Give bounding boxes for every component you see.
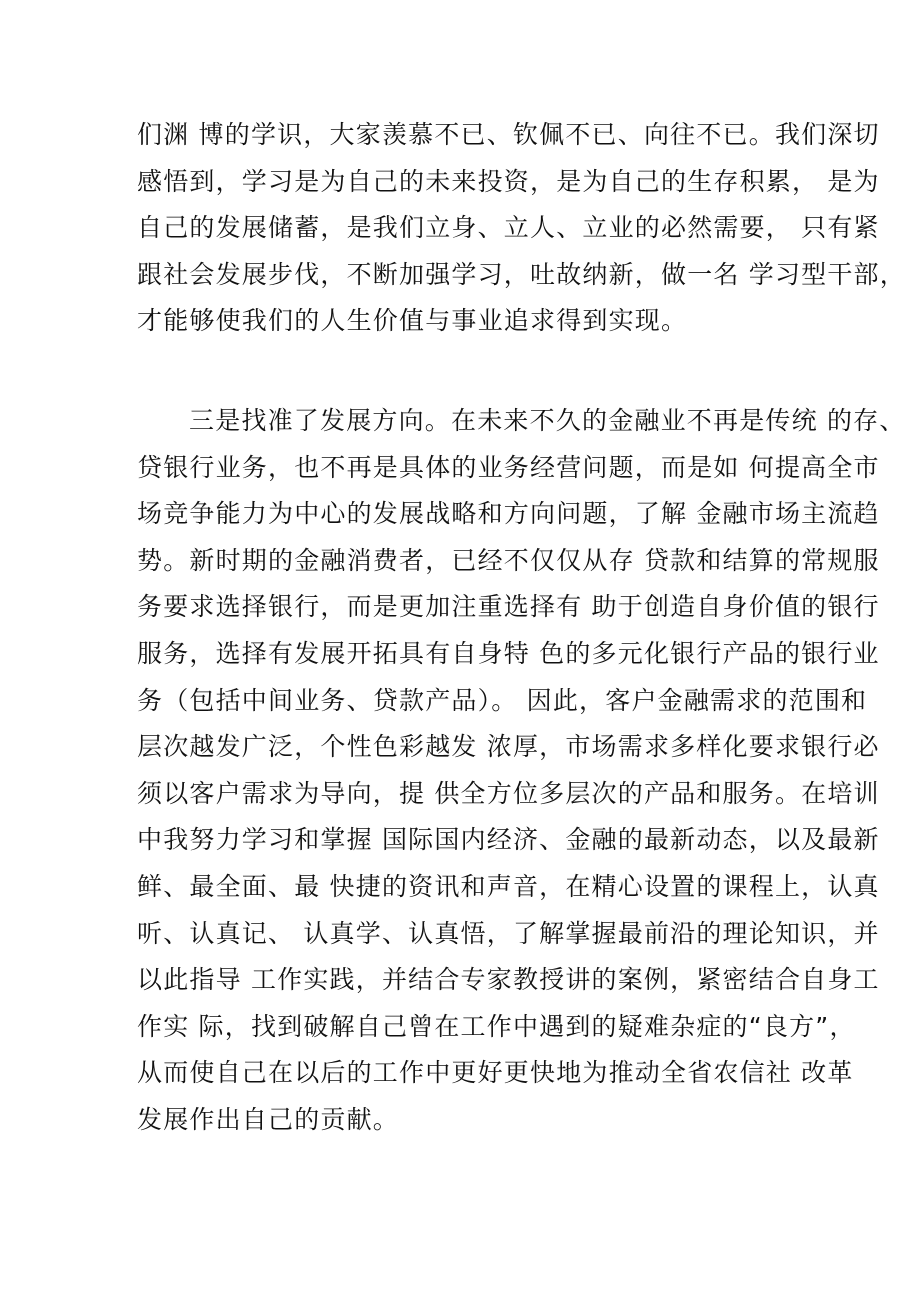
text-line: 场竞争能力为中心的发展战略和方向问题，了解 金融市场主流趋 <box>137 499 880 529</box>
text-line: 势。新时期的金融消费者，已经不仅仅从存 贷款和结算的常规服 <box>137 545 880 575</box>
text-line: 务（包括中间业务、贷款产品）。 因此，客户金融需求的范围和 <box>137 685 868 715</box>
text-line: 作实 际，找到破解自己曾在工作中遇到的疑难杂症的“良方”， <box>137 1011 856 1041</box>
text-line: 发展作出自己的贡献。 <box>137 1104 400 1134</box>
paragraph-1 <box>137 112 906 345</box>
text-line: 中我努力学习和掌握 国际国内经济、金融的最新动态，以及最新 <box>137 825 880 855</box>
text-line: 才能够使我们的人生价值与事业追求得到实现。 <box>137 306 688 336</box>
text-line: 们渊 博的学识，大家羡慕不已、钦佩不已、向往不已。我们深切 <box>137 120 880 149</box>
text-line: 听、认真记、 认真学、认真悟，了解掌握最前沿的理论知识，并 <box>137 918 880 948</box>
text-line: 鲜、最全面、最 快捷的资讯和声音，在精心设置的课程上，认真 <box>137 871 880 901</box>
text-line: 层次越发广泛，个性色彩越发 浓厚，市场需求多样化要求银行必 <box>137 732 880 762</box>
text-line: 自己的发展储蓄，是我们立身、立人、立业的必然需要， 只有紧 <box>137 213 880 243</box>
text-line: 须以客户需求为导向，提 供全方位多层次的产品和服务。在培训 <box>137 778 880 808</box>
text-line: 从而使自己在以后的工作中更好更快地为推动全省农信社 改革 <box>137 1058 854 1088</box>
text-line: 服务，选择有发展开拓具有自身特 色的多元化银行产品的银行业 <box>137 638 880 668</box>
text-line: 务要求选择银行，而是更加注重选择有 助于创造自身价值的银行 <box>137 592 880 622</box>
text-line: 三是找准了发展方向。在未来不久的金融业不再是传统 的存、 <box>189 406 906 435</box>
text-line: 跟社会发展步伐，不断加强学习，吐故纳新，做一名 学习型干部， <box>137 259 906 289</box>
paragraph-2 <box>137 398 906 1144</box>
text-line: 贷银行业务，也不再是具体的业务经营问题，而是如 何提高全市 <box>137 452 880 482</box>
text-line: 以此指导 工作实践，并结合专家教授讲的案例，紧密结合自身工 <box>137 965 880 995</box>
text-line: 感悟到，学习是为自己的未来投资，是为自己的生存积累， 是为 <box>137 166 880 196</box>
